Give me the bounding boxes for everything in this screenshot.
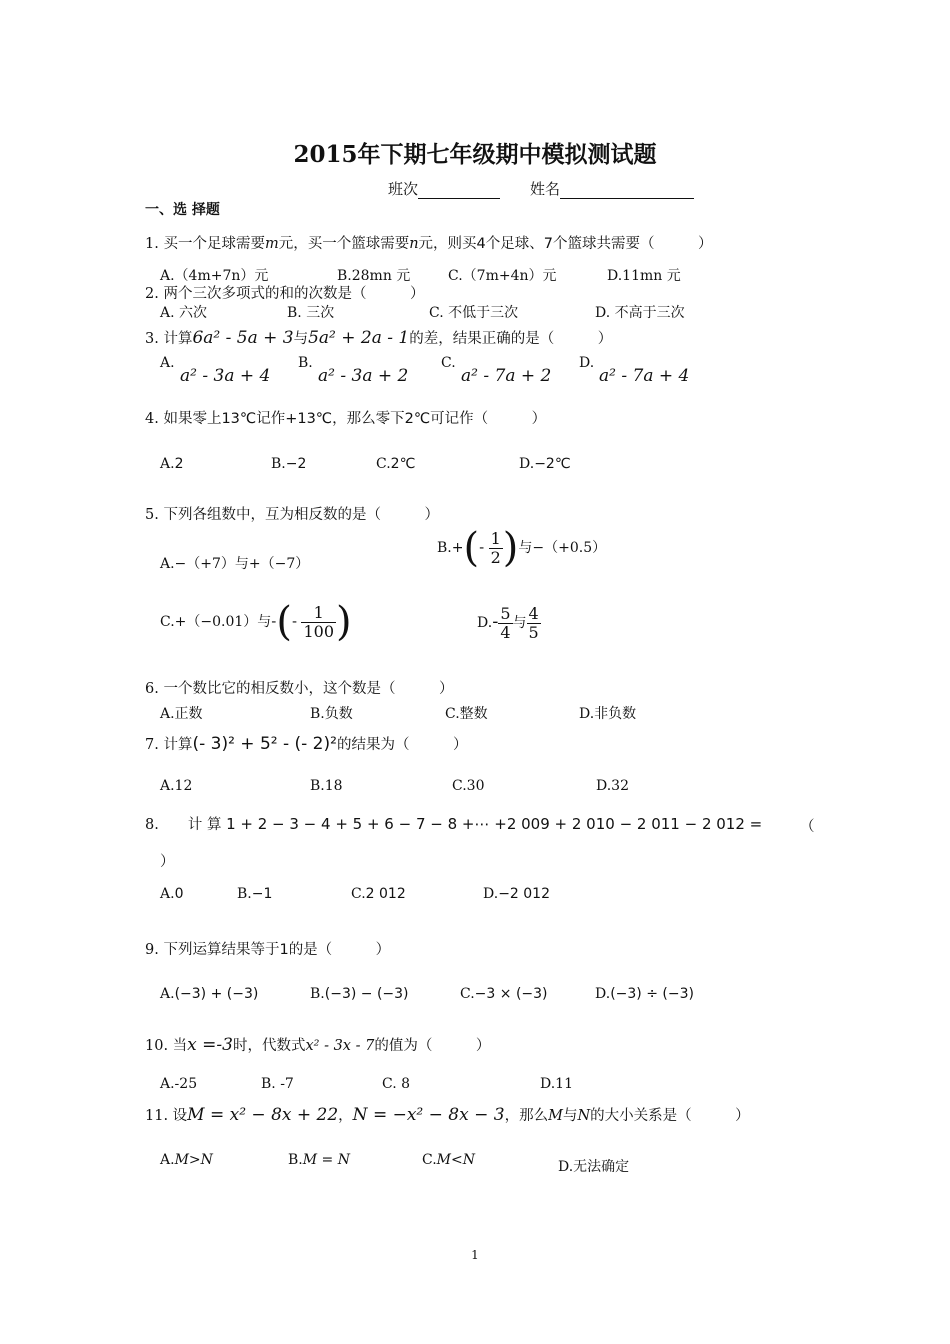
q7-option-d: D.32 (596, 778, 629, 794)
q8-option-d: D.−2 012 (483, 886, 550, 902)
q4-option-b: B.−2 (271, 456, 307, 472)
section-heading: 一、选 择题 (145, 202, 220, 218)
q4-option-d: D.−2℃ (519, 456, 571, 472)
question-7: 7. 计算(- 3)² + 5² - (- 2)²的结果为（ ） (145, 734, 468, 754)
q3-option-b-label: B. (298, 355, 313, 371)
q3-option-a-label: A. (160, 355, 175, 371)
q11-option-c: C.M<N (422, 1152, 475, 1168)
page-title: 2015年下期七年级期中模拟测试题 (293, 141, 657, 168)
q2-option-c: C. 不低于三次 (429, 305, 519, 321)
q8-paren-open: （ (800, 819, 815, 835)
q10-option-d: D.11 (540, 1076, 573, 1092)
q3-option-b: a² - 3a + 2 (318, 366, 409, 386)
question-4: 4. 如果零上13℃记作+13℃，那么零下2℃可记作（ ） (145, 411, 547, 427)
q6-option-d: D.非负数 (579, 706, 637, 722)
q8-paren-close: ） (160, 854, 175, 870)
q5-option-d: D.- $\frac{5}{4}$ 与 $\frac{4}{5}$ (477, 604, 539, 642)
question-9: 9. 下列运算结果等于1的是（ ） (145, 942, 391, 958)
name-blank (560, 183, 694, 199)
q5-option-b: B.+(- $\frac{1}{2}$ )与−（+0.5） (437, 525, 607, 571)
q6-option-b: B.负数 (310, 706, 353, 722)
q5-option-a: A.−（+7）与+（−7） (160, 556, 310, 572)
q8-option-c: C.2 012 (351, 886, 406, 902)
question-3: 3. 计算6a² - 5a + 3与5a² + 2a - 1的差，结果正确的是（ ） (145, 328, 613, 348)
q10-option-a: A.-25 (160, 1076, 198, 1092)
q9-option-c: C.−3 × (−3) (460, 986, 548, 1002)
q9-option-d: D.(−3) ÷ (−3) (595, 986, 694, 1002)
q6-option-c: C.整数 (445, 706, 488, 722)
question-10: 10. 当x =-3时，代数式x² - 3x - 7的值为（ ） (145, 1035, 491, 1055)
q3-option-c: a² - 7a + 2 (461, 366, 552, 386)
q7-option-c: C.30 (452, 778, 485, 794)
q11-option-b: B.M = N (288, 1152, 350, 1168)
question-8: 8. 计 算 1 + 2 − 3 − 4 + 5 + 6 − 7 − 8 +⋯ +2 009 + 2 010 − 2 011 − 2 012 = (145, 815, 763, 833)
q10-option-c: C. 8 (382, 1076, 411, 1092)
q7-option-b: B.18 (310, 778, 343, 794)
name-label: 姓名 (530, 180, 561, 198)
q10-option-b: B. -7 (261, 1076, 294, 1092)
q4-option-c: C.2℃ (376, 456, 416, 472)
q1-option-d: D.11mn 元 (607, 268, 681, 284)
class-blank (418, 183, 500, 199)
question-2: 2. 两个三次多项式的和的次数是（ ） (145, 286, 425, 302)
q3-option-a: a² - 3a + 4 (180, 366, 271, 386)
q5-option-c: C.+（−0.01）与-(- $\frac{1}{100}$ ) (160, 599, 352, 645)
q1-option-c: C.（7m+4n）元 (448, 268, 557, 284)
class-label: 班次 (388, 180, 419, 198)
q4-option-a: A.2 (160, 456, 184, 472)
q6-option-a: A.正数 (160, 706, 203, 722)
q9-option-a: A.(−3) + (−3) (160, 986, 259, 1002)
q2-option-b: B. 三次 (287, 305, 335, 321)
name-field (530, 178, 694, 199)
question-6: 6. 一个数比它的相反数小，这个数是（ ） (145, 681, 454, 697)
q8-option-b: B.−1 (237, 886, 273, 902)
q3-option-c-label: C. (441, 355, 456, 371)
question-11: 11. 设M = x² − 8x + 22，N = −x² − 8x − 3，那么M与N的大小关系是（ ） (145, 1105, 750, 1125)
q3-option-d-label: D. (579, 355, 595, 371)
q1-option-b: B.28mn 元 (337, 268, 411, 284)
q3-option-d: a² - 7a + 4 (599, 366, 690, 386)
q11-option-a: A.M>N (160, 1152, 213, 1168)
q9-option-b: B.(−3) − (−3) (310, 986, 409, 1002)
q2-option-a: A. 六次 (160, 305, 208, 321)
q2-option-d: D. 不高于三次 (595, 305, 685, 321)
class-field (388, 178, 500, 199)
question-5: 5. 下列各组数中，互为相反数的是（ ） (145, 507, 439, 523)
q1-option-a: A.（4m+7n）元 (160, 268, 269, 284)
question-1: 1. 买一个足球需要m元，买一个篮球需要n元，则买4个足球、7个篮球共需要（ ） (145, 236, 713, 252)
page-number: 1 (471, 1248, 479, 1262)
q7-option-a: A.12 (160, 778, 193, 794)
q8-option-a: A.0 (160, 886, 184, 902)
q11-option-d: D.无法确定 (558, 1159, 630, 1175)
